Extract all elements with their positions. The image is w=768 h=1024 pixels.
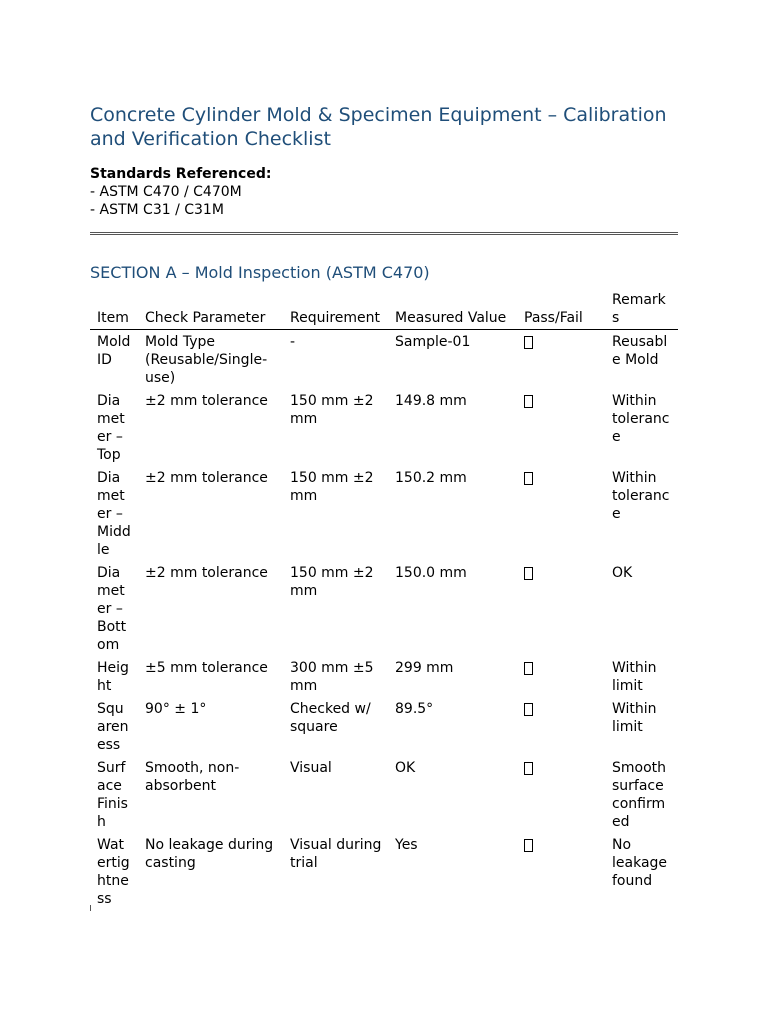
cell-item: Height	[97, 660, 129, 694]
cell-remarks: Within tolerance	[612, 393, 670, 445]
standards-heading: Standards Referenced:	[90, 166, 272, 182]
cell-pass-fail	[517, 656, 605, 697]
column-header-item: Item	[90, 291, 138, 330]
cell-pass-fail	[517, 833, 605, 910]
cell-requirement: 150 mm ±2 mm	[290, 470, 374, 504]
table-row	[90, 756, 678, 833]
cell-parameter: Mold Type (Reusable/Single-use)	[145, 334, 268, 386]
table-row	[90, 466, 678, 561]
cell-pass-fail	[517, 561, 605, 656]
cell-measured: Sample-01	[395, 334, 471, 350]
cell-measured: OK	[395, 760, 416, 776]
pass-fail-checkbox[interactable]	[524, 336, 533, 349]
cell-measured: 150.0 mm	[395, 565, 467, 581]
cell-remarks: No leakage found	[612, 837, 668, 889]
table-row	[90, 561, 678, 656]
cell-item: Surface Finish	[97, 760, 128, 830]
cell-requirement: 300 mm ±5 mm	[290, 660, 374, 694]
pass-fail-checkbox[interactable]	[524, 762, 533, 775]
table-header-row	[90, 291, 678, 330]
cell-remarks: OK	[612, 565, 633, 581]
cell-requirement: Visual during trial	[290, 837, 382, 871]
cell-remarks: Smooth surface confirmed	[612, 760, 667, 830]
column-header-measured-value: Measured Value	[388, 291, 517, 330]
cell-pass-fail	[517, 389, 605, 466]
cell-requirement: Checked w/ square	[290, 701, 371, 735]
document-title: Concrete Cylinder Mold & Specimen Equipment – Calibration and Verification Checklist	[90, 104, 667, 150]
cell-remarks: Reusable Mold	[612, 334, 668, 368]
cell-item: Diameter – Middle	[97, 470, 131, 558]
cell-remarks: Within limit	[612, 660, 657, 694]
cell-parameter: ±2 mm tolerance	[145, 470, 268, 486]
cell-remarks: Within limit	[612, 701, 657, 735]
cell-pass-fail	[517, 756, 605, 833]
pass-fail-checkbox[interactable]	[524, 395, 533, 408]
cell-item: Squareness	[97, 701, 129, 753]
pass-fail-checkbox[interactable]	[524, 703, 533, 716]
column-header-pass-fail: Pass/Fail	[517, 291, 605, 330]
checklist-page	[90, 103, 678, 910]
cell-measured: 150.2 mm	[395, 470, 467, 486]
cell-remarks: Within tolerance	[612, 470, 670, 522]
cell-measured: 149.8 mm	[395, 393, 467, 409]
cell-item: Diameter – Bottom	[97, 565, 127, 653]
cell-requirement: -	[290, 334, 296, 350]
cell-parameter: ±2 mm tolerance	[145, 565, 268, 581]
cell-item: Watertightness	[97, 837, 130, 907]
cell-pass-fail	[517, 330, 605, 390]
section-a-title: SECTION A – Mold Inspection (ASTM C470)	[90, 263, 430, 282]
table-row	[90, 330, 678, 390]
pass-fail-checkbox[interactable]	[524, 472, 533, 485]
table-row	[90, 389, 678, 466]
cell-pass-fail	[517, 466, 605, 561]
cell-parameter: 90° ± 1°	[145, 701, 207, 717]
cell-parameter: ±2 mm tolerance	[145, 393, 268, 409]
table-row	[90, 697, 678, 756]
standard-item: - ASTM C31 / C31M	[90, 202, 224, 218]
pass-fail-checkbox[interactable]	[524, 839, 533, 852]
mold-inspection-table	[90, 291, 678, 910]
column-header-remarks: Remarks	[605, 291, 678, 330]
cell-measured: 89.5°	[395, 701, 434, 717]
cell-requirement: 150 mm ±2 mm	[290, 393, 374, 427]
cell-requirement: Visual	[290, 760, 332, 776]
column-header-check-parameter: Check Parameter	[138, 291, 283, 330]
cell-parameter: ±5 mm tolerance	[145, 660, 268, 676]
pass-fail-checkbox[interactable]	[524, 567, 533, 580]
cell-measured: 299 mm	[395, 660, 454, 676]
cell-item: Diameter – Top	[97, 393, 125, 463]
table-row	[90, 656, 678, 697]
standards-block	[90, 165, 678, 219]
cell-item: Mold ID	[97, 334, 131, 368]
cell-requirement: 150 mm ±2 mm	[290, 565, 374, 599]
cell-parameter: Smooth, non-absorbent	[145, 760, 240, 794]
cell-pass-fail	[517, 697, 605, 756]
page-break-mark	[90, 905, 91, 911]
standard-item: - ASTM C470 / C470M	[90, 184, 242, 200]
cell-parameter: No leakage during casting	[145, 837, 274, 871]
cell-measured: Yes	[395, 837, 418, 853]
column-header-requirement: Requirement	[283, 291, 388, 330]
double-rule-divider	[90, 232, 678, 235]
table-row	[90, 833, 678, 910]
pass-fail-checkbox[interactable]	[524, 662, 533, 675]
